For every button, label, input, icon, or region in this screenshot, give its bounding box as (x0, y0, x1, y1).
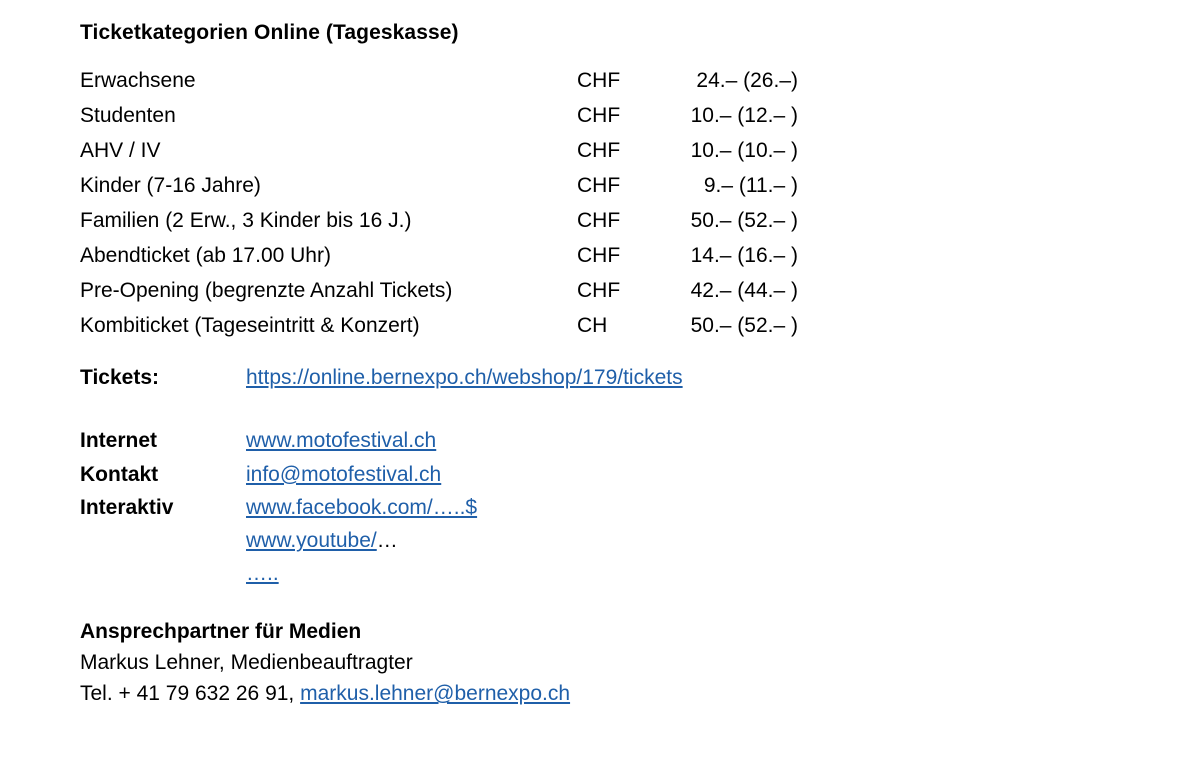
ticket-price-value: 50.– (52.– ) (690, 314, 798, 338)
table-row (80, 168, 798, 203)
table-row (80, 273, 798, 308)
ticket-price-value: 10.– (10.– ) (690, 139, 798, 163)
youtube-link[interactable]: www.youtube/ (246, 529, 377, 553)
ticket-currency: CHF (577, 104, 621, 128)
ticket-category: Studenten (80, 104, 176, 128)
tickets-link-label: Tickets: (80, 366, 159, 390)
ticket-price-table (80, 63, 798, 343)
ticket-category: AHV / IV (80, 139, 161, 163)
table-row (80, 133, 798, 168)
ticket-category: Abendticket (ab 17.00 Uhr) (80, 244, 331, 268)
ticket-category: Kombiticket (Tageseintritt & Konzert) (80, 314, 420, 338)
spacer (80, 398, 1204, 428)
ticket-currency: CHF (577, 139, 621, 163)
ticket-currency: CHF (577, 279, 621, 303)
ticket-price (663, 273, 798, 308)
ticket-category: Pre-Opening (begrenzte Anzahl Tickets) (80, 279, 453, 303)
ticket-price (663, 63, 798, 98)
links-section (80, 365, 1204, 588)
ticket-price-value: 50.– (52.– ) (690, 209, 798, 233)
kontakt-label: Kontakt (80, 462, 159, 486)
ticket-category: Erwachsene (80, 69, 196, 93)
ticket-price (663, 168, 798, 203)
internet-value (246, 428, 436, 454)
ticket-currency: CHF (577, 69, 621, 93)
ticket-price-value: 42.– (44.– ) (690, 279, 798, 303)
contact-email-link[interactable]: markus.lehner@bernexpo.ch (300, 682, 571, 706)
ticket-table-body (80, 63, 798, 343)
kontakt-row (80, 462, 1204, 488)
more-links-value (246, 561, 279, 587)
youtube-row (80, 528, 1204, 554)
ticket-currency: CHF (577, 174, 621, 198)
contact-section (80, 618, 1204, 709)
ticket-price (663, 238, 798, 273)
ticket-category: Kinder (7-16 Jahre) (80, 174, 261, 198)
tickets-link-row (80, 365, 1204, 391)
table-row (80, 238, 798, 273)
more-links-row (80, 561, 1204, 587)
table-row (80, 63, 798, 98)
ticket-price (663, 308, 798, 343)
ticket-price-value: 9.– (11.– ) (703, 174, 798, 198)
table-row (80, 308, 798, 343)
ticket-price-value: 14.– (16.– ) (690, 244, 798, 268)
interaktiv-label: Interaktiv (80, 495, 174, 519)
ticket-price (663, 203, 798, 238)
ticket-category: Familien (2 Erw., 3 Kinder bis 16 J.) (80, 209, 412, 233)
youtube-value (246, 528, 398, 554)
table-row (80, 98, 798, 133)
website-link[interactable]: www.motofestival.ch (246, 429, 437, 453)
tickets-shop-link[interactable]: https://online.bernexpo.ch/webshop/179/tickets (246, 366, 683, 390)
ticket-price (663, 133, 798, 168)
ticket-currency: CHF (577, 244, 621, 268)
contact-title: Ansprechpartner für Medien (80, 619, 362, 643)
contact-name: Markus Lehner, Medienbeauftragter (80, 651, 413, 675)
ticket-price (663, 98, 798, 133)
ticket-price-value: 24.– (26.–) (696, 69, 798, 93)
kontakt-value (246, 462, 441, 488)
youtube-suffix: … (376, 529, 398, 553)
ticket-price-value: 10.– (12.– ) (690, 104, 798, 128)
facebook-link[interactable]: www.facebook.com/…..$ (246, 495, 478, 519)
interaktiv-value (246, 495, 477, 521)
table-row (80, 203, 798, 238)
tickets-section-title: Ticketkategorien Online (Tageskasse) (80, 21, 459, 44)
internet-row (80, 428, 1204, 454)
more-links-dots: ….. (246, 562, 279, 586)
interaktiv-row (80, 495, 1204, 521)
ticket-currency: CHF (577, 209, 621, 233)
contact-phone: Tel. + 41 79 632 26 91, (80, 682, 301, 706)
internet-label: Internet (80, 429, 158, 453)
contact-phone-line (80, 680, 1204, 708)
email-link[interactable]: info@motofestival.ch (246, 462, 442, 486)
ticket-currency: CH (577, 314, 608, 338)
tickets-link-value (246, 365, 683, 391)
